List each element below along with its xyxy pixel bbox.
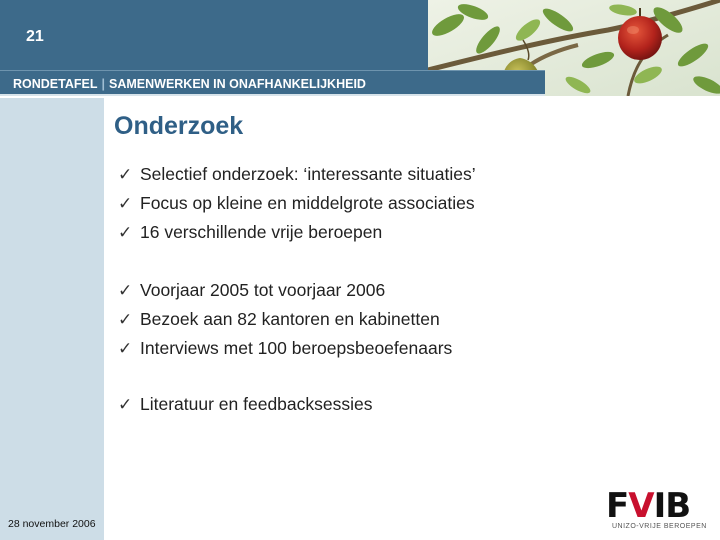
header-band bbox=[0, 0, 428, 70]
check-icon: ✓ bbox=[118, 222, 133, 243]
bullet-item bbox=[118, 305, 452, 334]
bullet-text: Voorjaar 2005 tot voorjaar 2006 bbox=[140, 280, 386, 300]
bullet-text: 16 verschillende vrije beroepen bbox=[140, 222, 383, 242]
presentation-subtitle bbox=[13, 77, 366, 91]
logo-letter-v: V bbox=[628, 486, 654, 526]
bullet-text: Bezoek aan 82 kantoren en kabinetten bbox=[140, 309, 440, 329]
logo-tagline: UNIZO-VRIJE BEROEPEN bbox=[612, 523, 707, 530]
logo-wordmark bbox=[606, 488, 690, 524]
logo-letters-ib: IB bbox=[653, 486, 691, 526]
bullet-item bbox=[118, 390, 373, 419]
bullet-item bbox=[118, 218, 476, 247]
slide-title: Onderzoek bbox=[114, 112, 244, 140]
bullet-text: Literatuur en feedbacksessies bbox=[140, 394, 373, 414]
bullet-item bbox=[118, 276, 452, 305]
check-icon: ✓ bbox=[118, 394, 133, 415]
subtitle-band bbox=[0, 70, 545, 96]
subtitle-right: SAMENWERKEN IN ONAFHANKELIJKHEID bbox=[109, 77, 366, 91]
bullet-text: Selectief onderzoek: ‘interessante situaties’ bbox=[140, 164, 476, 184]
subtitle-separator: | bbox=[101, 77, 105, 91]
slide-number: 21 bbox=[26, 28, 44, 45]
logo-letter-f: F bbox=[606, 486, 629, 526]
bullet-item bbox=[118, 160, 476, 189]
check-icon: ✓ bbox=[118, 309, 133, 330]
bullet-group-2 bbox=[118, 276, 452, 363]
check-icon: ✓ bbox=[118, 280, 133, 301]
check-icon: ✓ bbox=[118, 338, 133, 359]
left-strip bbox=[0, 98, 104, 540]
bullet-text: Focus op kleine en middelgrote associaties bbox=[140, 193, 475, 213]
subtitle-left: RONDETAFEL bbox=[13, 77, 98, 91]
bullet-group-3 bbox=[118, 390, 373, 419]
bullet-item bbox=[118, 334, 452, 363]
footer-date: 28 november 2006 bbox=[8, 518, 96, 530]
check-icon: ✓ bbox=[118, 164, 133, 185]
fvib-logo bbox=[606, 488, 712, 534]
bullet-group-1 bbox=[118, 160, 476, 247]
bullet-item bbox=[118, 189, 476, 218]
check-icon: ✓ bbox=[118, 193, 133, 214]
bullet-text: Interviews met 100 beroepsbeoefenaars bbox=[140, 338, 453, 358]
